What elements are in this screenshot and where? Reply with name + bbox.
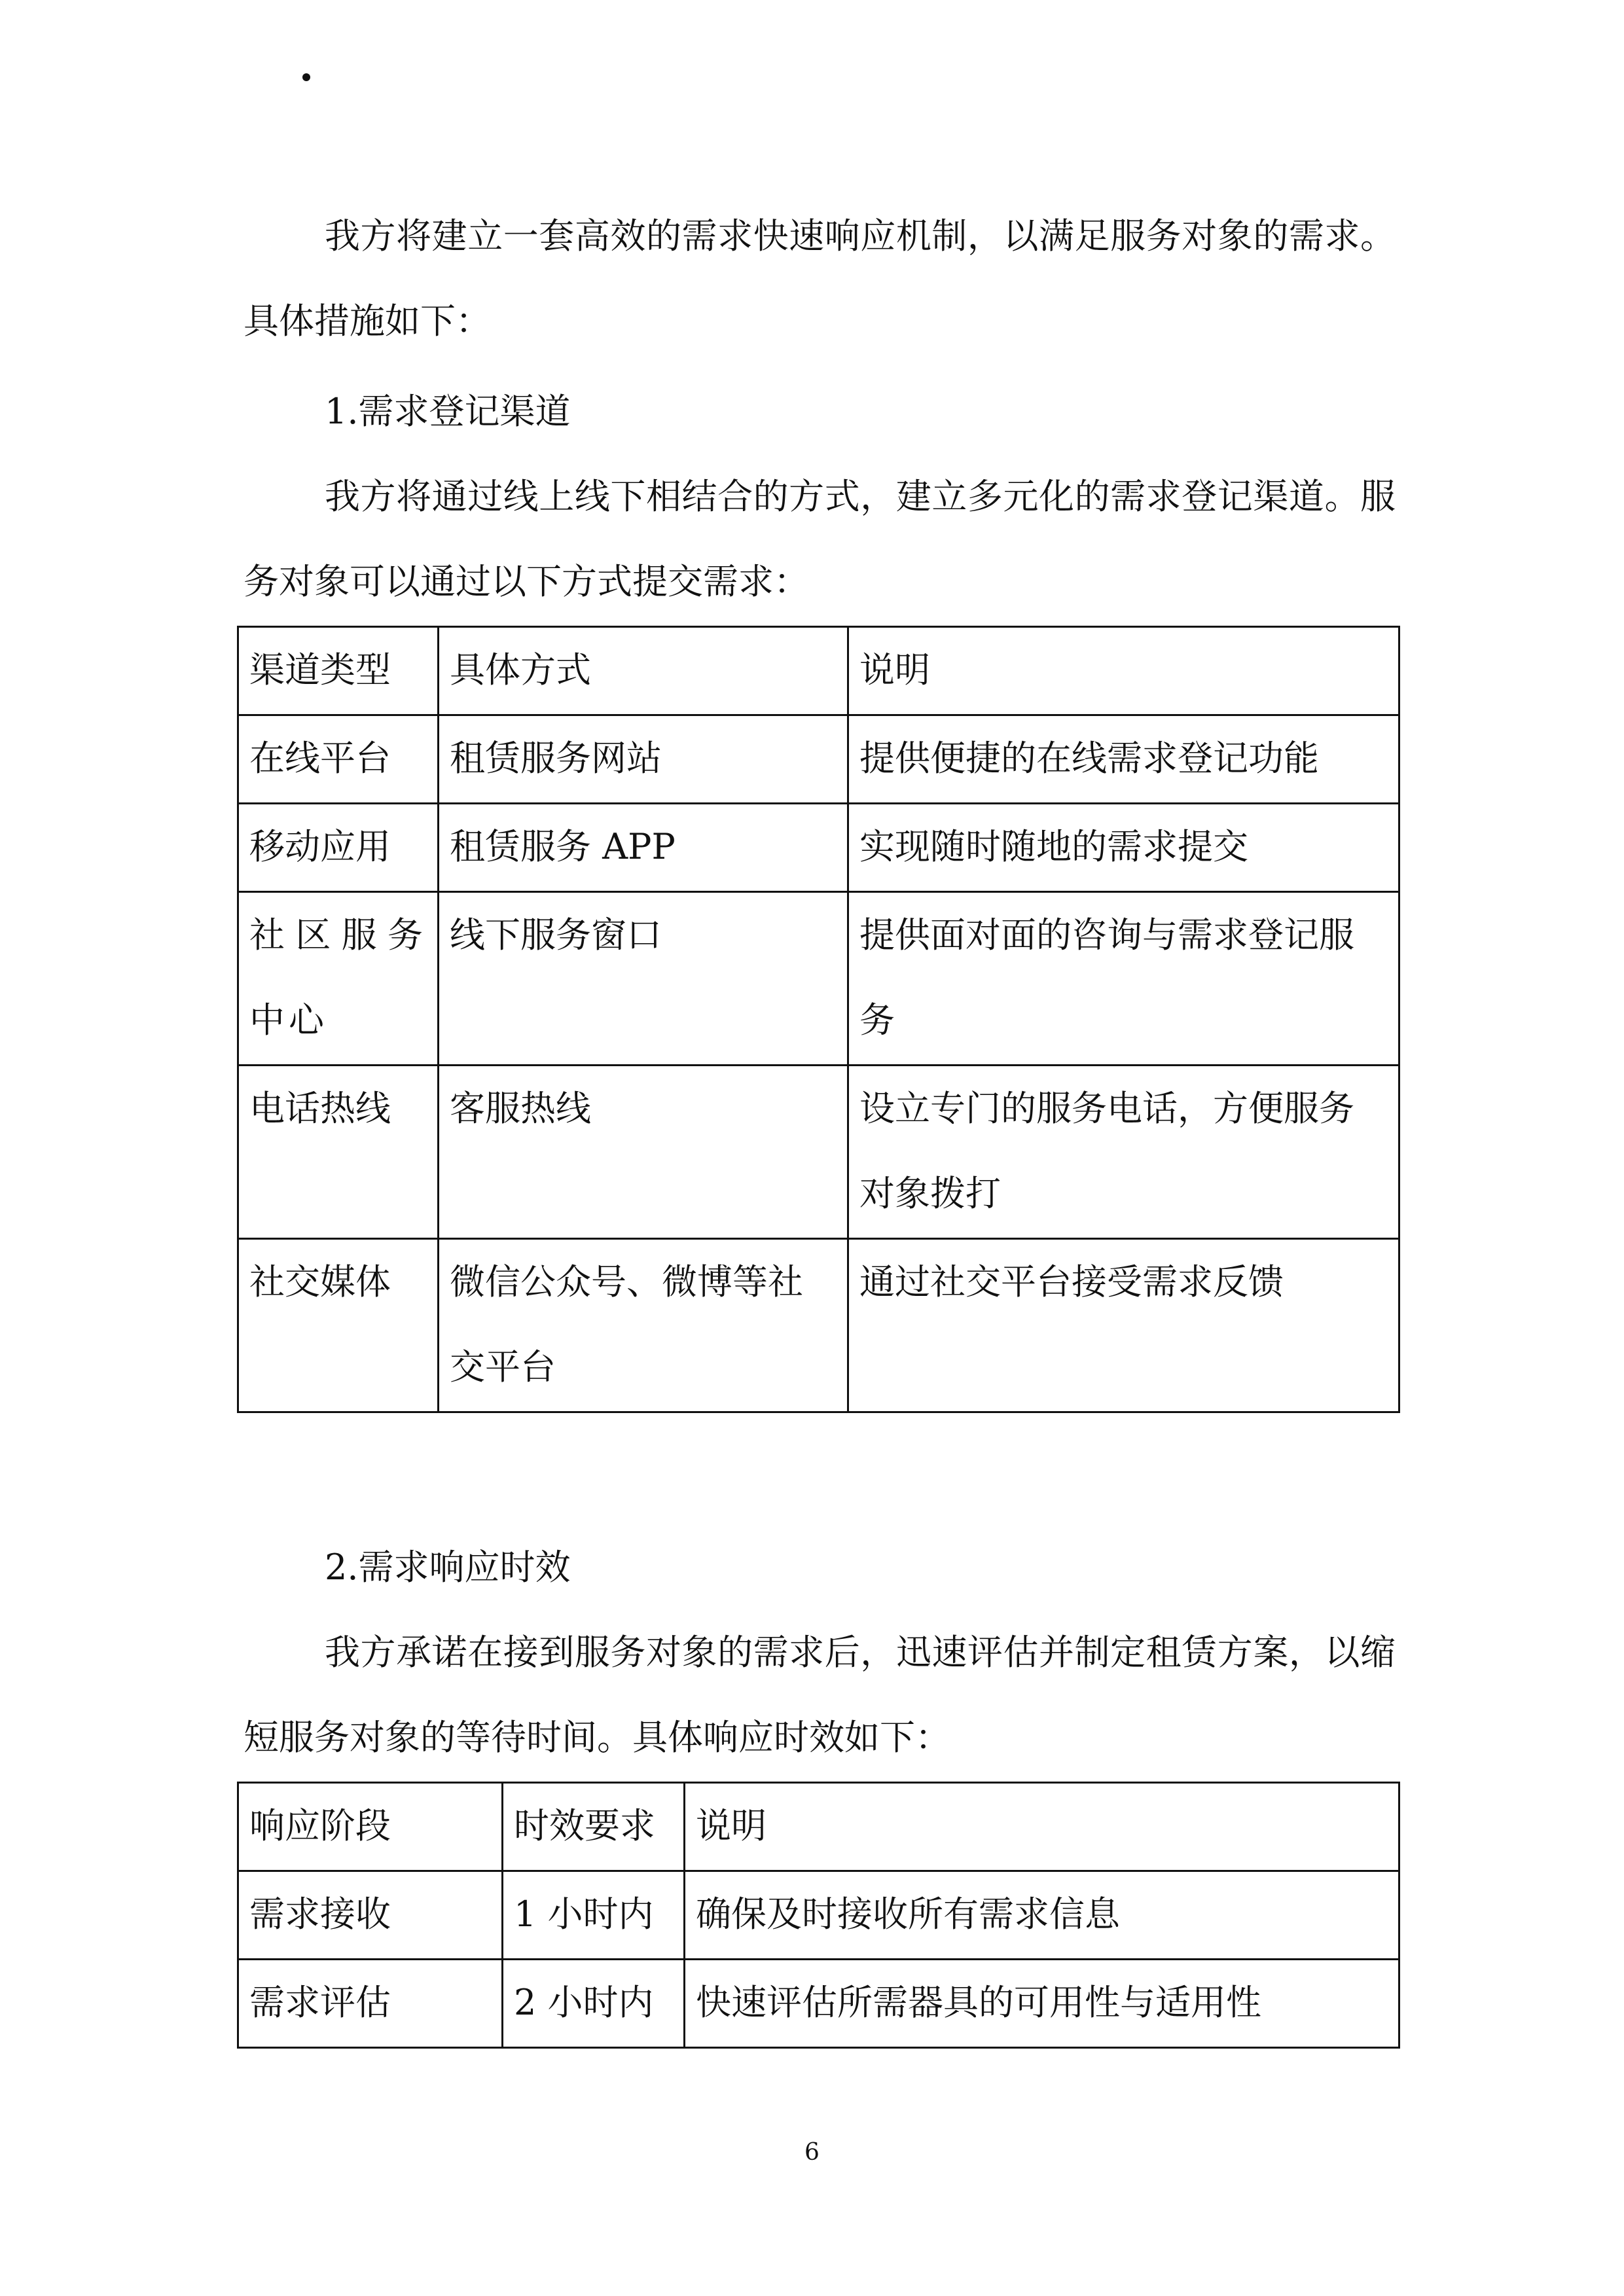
table-header-row [238,1783,1399,1871]
table-cell: 2 小时内 [503,1960,685,2048]
table-header-cell: 说明 [685,1783,1399,1871]
table-row [238,804,1399,892]
table-cell: 租赁服务网站 [439,715,848,804]
section2-heading: 2.需求响应时效 [325,1547,571,1588]
table-header-cell: 渠道类型 [238,627,439,715]
section1-paragraph: 我方将通过线上线下相结合的方式，建立多元化的需求登记渠道。服务对象可以通过以下方式提交需求： [244,476,1396,602]
intro-paragraph: 我方将建立一套高效的需求快速响应机制，以满足服务对象的需求。具体措施如下： [244,215,1396,342]
table-cell: 在线平台 [238,715,439,804]
table-cell: 微信公众号、微博等社交平台 [439,1239,848,1412]
table-cell: 移动应用 [238,804,439,892]
table-row [238,1871,1399,1960]
table-row [238,1960,1399,2048]
section1-heading: 1.需求登记渠道 [325,391,571,432]
bullet-dot [302,73,310,81]
table-header-row [238,627,1399,715]
response-time-table [237,1782,1400,2049]
section2-paragraph: 我方承诺在接到服务对象的需求后，迅速评估并制定租赁方案，以缩短服务对象的等待时间。具体响应时效如下： [244,1632,1396,1758]
table-cell: 客服热线 [439,1066,848,1239]
table-cell: 线下服务窗口 [439,892,848,1066]
registration-channels-table [237,626,1400,1413]
table-cell: 1 小时内 [503,1871,685,1960]
table-cell: 通过社交平台接受需求反馈 [848,1239,1399,1412]
table-row [238,715,1399,804]
table-header-cell: 时效要求 [503,1783,685,1871]
page-number: 6 [804,2139,820,2166]
table-cell: 电话热线 [238,1066,439,1239]
table-cell: 确保及时接收所有需求信息 [685,1871,1399,1960]
table-cell: 实现随时随地的需求提交 [848,804,1399,892]
table-cell: 提供便捷的在线需求登记功能 [848,715,1399,804]
table-header-cell: 说明 [848,627,1399,715]
table-cell: 设立专门的服务电话，方便服务对象拨打 [848,1066,1399,1239]
table-row [238,1239,1399,1412]
table-row [238,1066,1399,1239]
table-cell: 租赁服务 APP [439,804,848,892]
table-header-cell: 响应阶段 [238,1783,503,1871]
table-cell: 需求评估 [238,1960,503,2048]
table-cell: 快速评估所需器具的可用性与适用性 [685,1960,1399,2048]
table-cell: 社交媒体 [238,1239,439,1412]
table-cell: 提供面对面的咨询与需求登记服务 [848,892,1399,1066]
table-cell: 社区服务中心 [238,892,439,1066]
table-row [238,892,1399,1066]
table-cell: 需求接收 [238,1871,503,1960]
table-header-cell: 具体方式 [439,627,848,715]
